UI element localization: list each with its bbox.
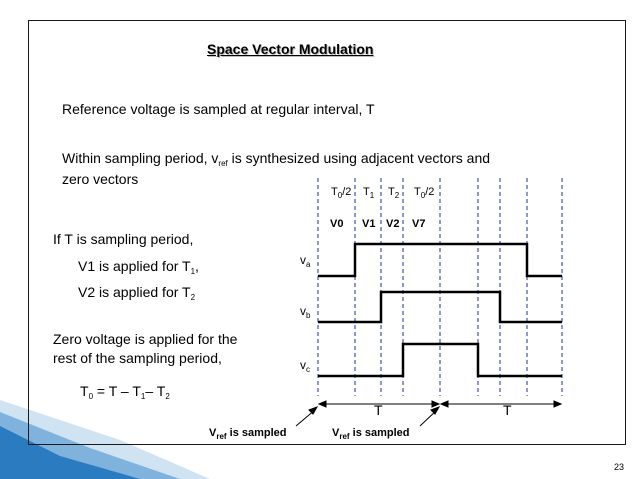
phase-label-vc: $v_c$ xyxy=(300,358,310,374)
period-label-right: T xyxy=(503,402,512,418)
sample-pointer-arrows xyxy=(296,407,439,426)
vector-label-v0: V0 xyxy=(330,218,344,230)
page-number: 23 xyxy=(613,462,624,472)
v1-applied-line: V1 is applied for $T_1$, xyxy=(78,258,199,276)
if-period-line: If T is sampling period, xyxy=(53,231,194,247)
interval-label-t2: $T_2$ xyxy=(388,186,400,200)
vector-label-v1: V1 xyxy=(362,218,376,230)
period-label-left: T xyxy=(374,402,383,418)
phase-label-vb: $v_b$ xyxy=(300,304,311,320)
vector-label-v2: V2 xyxy=(386,218,400,230)
body-line-synthesis: Within sampling period, $v_{ref}$ is synthesized using adjacent vectors and xyxy=(62,150,491,168)
interval-label-t0-half-left: $T_0/2$ xyxy=(331,186,352,200)
interval-label-t0-half-right: $T_0/2$ xyxy=(414,186,435,200)
t0-equation: $T_0 = T - T_1-$ $T_2$ xyxy=(80,383,170,401)
phase-label-va: $v_a$ xyxy=(300,253,311,269)
zero-voltage-line-2: rest of the sampling period, xyxy=(53,350,222,366)
vref-sampled-label-left: $V_{ref}$ is sampled xyxy=(209,427,287,441)
body-line-zero-vectors: zero vectors xyxy=(62,171,139,187)
v2-applied-line: V2 is applied for $T_2$ xyxy=(78,284,196,302)
zero-voltage-line-1: Zero voltage is applied for the xyxy=(53,331,238,347)
interval-label-t1: $T_1$ xyxy=(363,186,375,200)
vector-label-v7: V7 xyxy=(412,218,426,230)
body-line-sampling: Reference voltage is sampled at regular interval, T xyxy=(62,101,375,117)
slide-title: Space Vector Modulation xyxy=(207,41,374,57)
sample-boundary-lines xyxy=(318,178,562,396)
vref-sampled-label-right: $V_{ref}$ is sampled xyxy=(332,427,410,441)
